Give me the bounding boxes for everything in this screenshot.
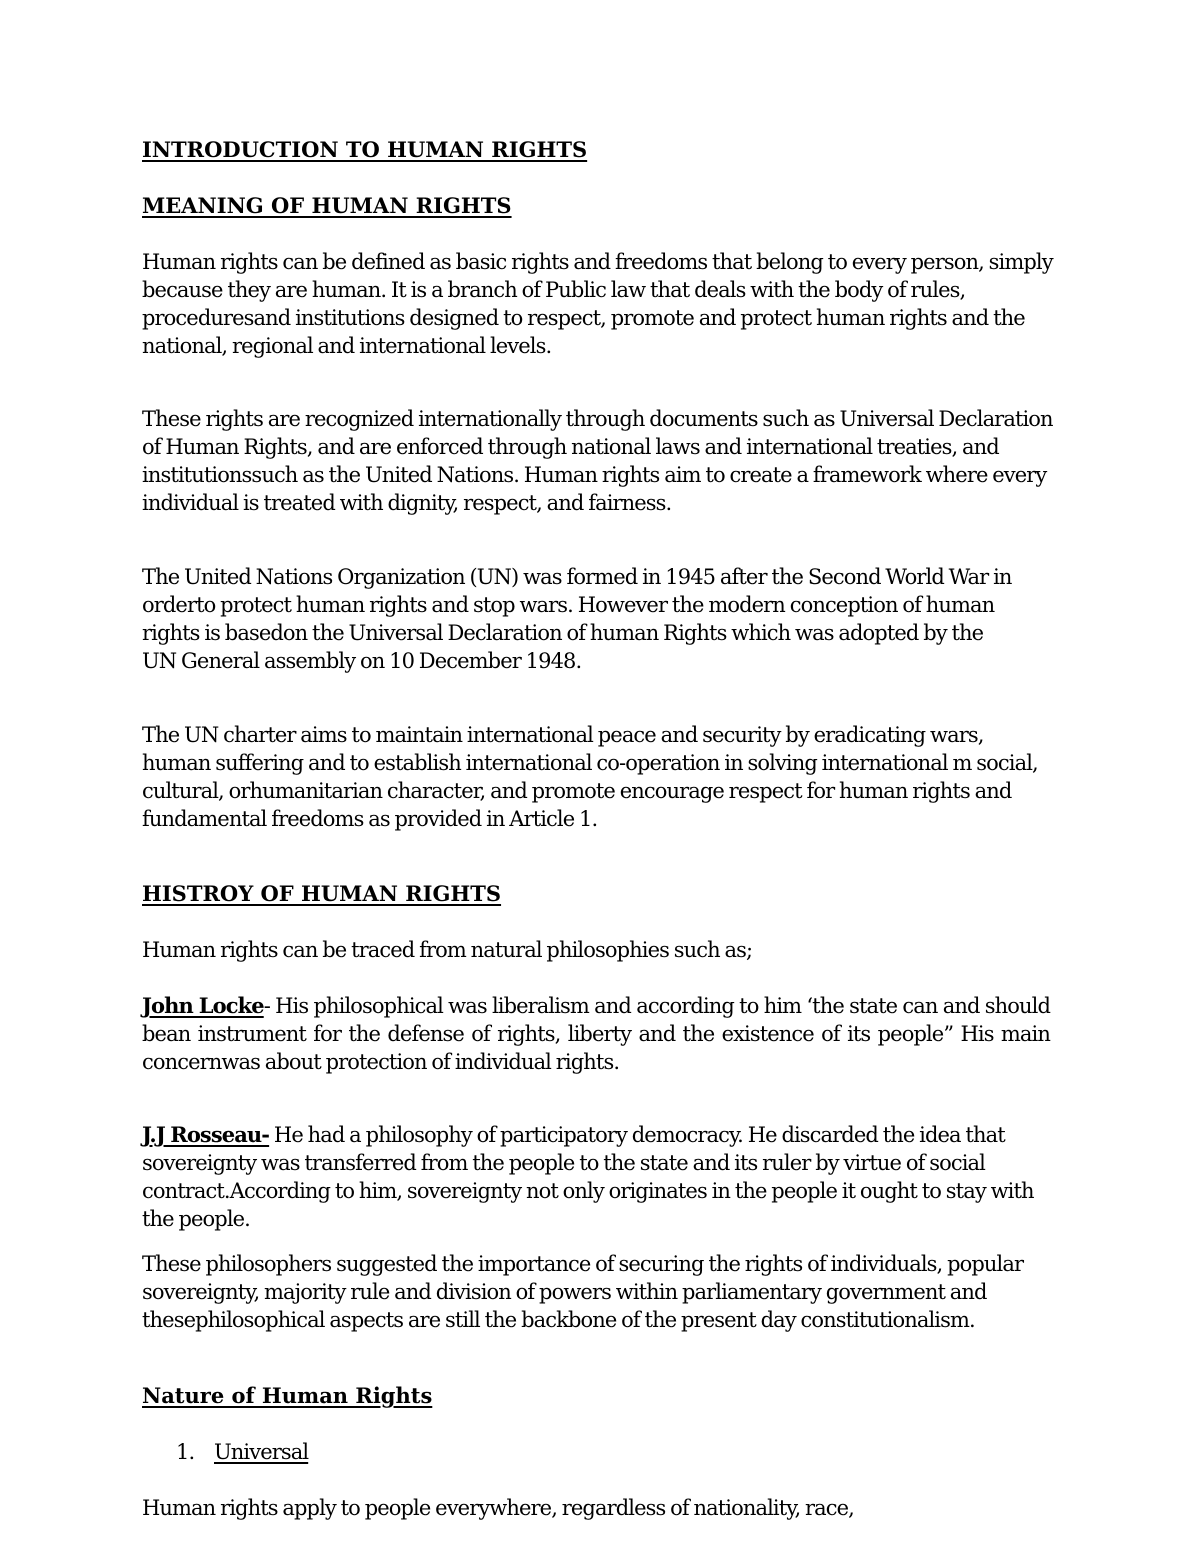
list-number: 1. — [176, 1440, 195, 1464]
universal-paragraph: Human rights apply to people everywhere, regardless of nationality, race, — [142, 1496, 854, 1520]
locke-text: - His philosophical was liberalism and according to him ‘the state can and should bean instrument for the defense of rights, liberty and the existence of its people” His main concernwas about protection of individual rights. — [142, 994, 1050, 1074]
philosophers-summary: These philosophers suggested the importance of securing the rights of individuals, popular sovereignty, majority rule and division of powers within parliamentary government and thesephilosophical aspects are still the backbone of the present day constitutionalism. — [142, 1252, 1024, 1332]
meaning-paragraph-2: These rights are recognized internationally through documents such as Universal Declaration of Human Rights, and are enforced through national laws and international treaties, and institutionssuch as the United Nations. Human rights aim to create a framework where every individual is treated with dignity, respect, and fairness. — [142, 407, 1053, 515]
locke-name: John Locke — [142, 993, 264, 1018]
nature-heading: Nature of Human Rights — [142, 1383, 433, 1408]
meaning-paragraph-1: Human rights can be defined as basic rights and freedoms that belong to every person, simply because they are human. It is a branch of Public law that deals with the body of rules, proceduresand institutions designed to respect, promote and protect human rights and the national, regional and international levels. — [142, 250, 1053, 358]
locke-paragraph — [142, 992, 1050, 1076]
document-title: INTRODUCTION TO HUMAN RIGHTS — [142, 137, 588, 162]
rosseau-paragraph — [142, 1121, 1068, 1233]
rosseau-name: J.J Rosseau- — [142, 1122, 270, 1147]
meaning-heading: MEANING OF HUMAN RIGHTS — [142, 193, 512, 218]
history-heading: HISTROY OF HUMAN RIGHTS — [142, 881, 502, 906]
history-intro: Human rights can be traced from natural philosophies such as; — [142, 938, 753, 962]
rosseau-text: He had a philosophy of participatory democracy. He discarded the idea that sovereignty was transferred from the people to the state and its ruler by virtue of social contract.According to him, sovereignty not only originates in the people it ought to stay with the people. — [142, 1123, 1034, 1231]
list-item-universal — [142, 1438, 308, 1466]
meaning-paragraph-3: The United Nations Organization (UN) was formed in 1945 after the Second World War in orderto protect human rights and stop wars. However the modern conception of human rights is basedon the Universal Declaration of human Rights which was adopted by the UN General assembly on 10 December 1948. — [142, 565, 1012, 673]
list-label: Universal — [214, 1440, 309, 1464]
meaning-paragraph-4: The UN charter aims to maintain international peace and security by eradicating wars, human suffering and to establish international co-operation in solving international m social, cultural, orhumanitarian character, and promote encourage respect for human rights and fundamental freedoms as provided in Article 1. — [142, 723, 1038, 831]
